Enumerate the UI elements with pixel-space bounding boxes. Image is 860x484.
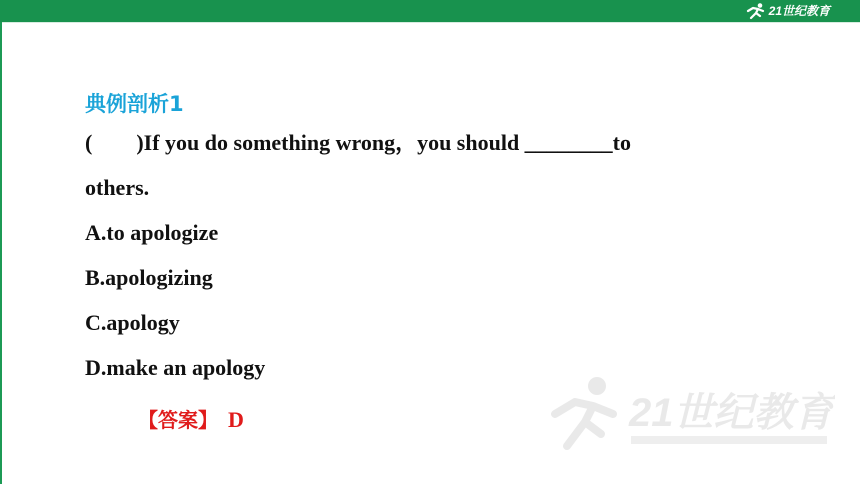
question-text-line-2: others. (85, 175, 150, 200)
option-c: C.apology (85, 310, 180, 335)
answer-value: D (228, 407, 244, 432)
header-divider (0, 22, 860, 23)
runner-logo-icon (555, 377, 613, 446)
option-a: A.to apologize (85, 220, 219, 245)
watermark-logo (545, 370, 835, 460)
watermark-text: 21世纪教育 (629, 391, 834, 435)
answer-line (138, 403, 244, 437)
question-text-line-1: ( )If you do something wrong，you should ________to (85, 130, 632, 155)
logo-text: 21世纪教育 (768, 4, 830, 18)
option-b: B.apologizing (85, 265, 213, 290)
section-heading: 典例剖析1 (85, 92, 184, 116)
option-d: D.make an apology (85, 355, 266, 380)
exercise-content (85, 88, 805, 390)
answer-label: 【答案】 (138, 408, 218, 432)
left-border (0, 22, 2, 484)
brand-logo (745, 2, 830, 20)
runner-logo-icon (745, 2, 767, 20)
header-bar (0, 0, 860, 22)
